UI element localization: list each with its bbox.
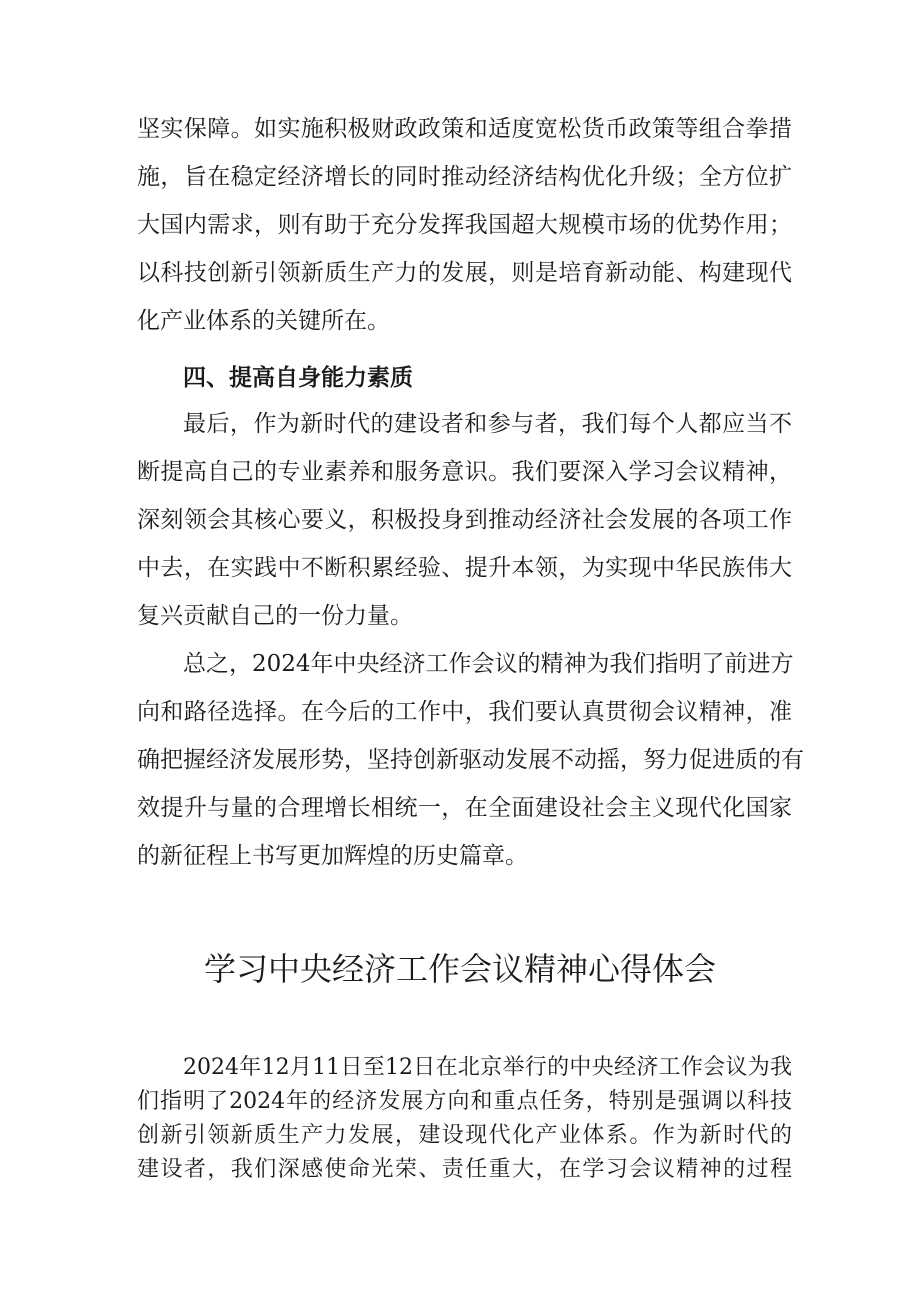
paragraph-final-section xyxy=(137,400,792,640)
paragraph-line: 复兴贡献自己的一份力量。 xyxy=(137,603,413,629)
section-heading: 四、提高自身能力素质 xyxy=(183,365,413,391)
paragraph-line: 创新引领新质生产力发展，建设现代化产业体系。作为新时代的 xyxy=(137,1123,792,1148)
article-title: 学习中央经济工作会议精神心得体会 xyxy=(203,950,716,988)
paragraph-line: 中去，在实践中不断积累经验、提升本领，为实现中华民族伟大 xyxy=(137,555,792,581)
paragraph-line: 向和路径选择。在今后的工作中，我们要认真贯彻会议精神，准 xyxy=(137,699,792,725)
paragraph-line: 们指明了2024年的经济发展方向和重点任务，特别是强调以科技 xyxy=(137,1089,792,1114)
paragraph-line: 最后，作为新时代的建设者和参与者，我们每个人都应当不 xyxy=(183,411,792,437)
paragraph-line: 断提高自己的专业素养和服务意识。我们要深入学习会议精神， xyxy=(137,459,792,485)
paragraph-line: 的新征程上书写更加辉煌的历史篇章。 xyxy=(137,843,528,869)
paragraph-line: 确把握经济发展形势，坚持创新驱动发展不动摇，努力促进质的有 xyxy=(137,747,804,773)
paragraph-line: 效提升与量的合理增长相统一，在全面建设社会主义现代化国家 xyxy=(137,795,792,821)
paragraph-conclusion xyxy=(137,640,804,880)
paragraph-line: 化产业体系的关键所在。 xyxy=(137,308,390,334)
paragraph-line: 总之，2024年中央经济工作会议的精神为我们指明了前进方 xyxy=(183,651,794,677)
article-intro-paragraph xyxy=(137,1051,792,1187)
paragraph-line: 坚实保障。如实施积极财政政策和适度宽松货币政策等组合拳措 xyxy=(137,116,792,142)
paragraph-line: 深刻领会其核心要义，积极投身到推动经济社会发展的各项工作 xyxy=(137,507,792,533)
paragraph-line: 2024年12月11日至12日在北京举行的中央经济工作会议为我 xyxy=(183,1055,792,1080)
paragraph-line: 建设者，我们深感使命光荣、责任重大，在学习会议精神的过程 xyxy=(137,1157,792,1182)
paragraph-line: 以科技创新引领新质生产力的发展，则是培育新动能、构建现代 xyxy=(137,260,792,286)
paragraph-line: 大国内需求，则有助于充分发挥我国超大规模市场的优势作用； xyxy=(137,212,792,238)
paragraph-line: 施，旨在稳定经济增长的同时推动经济结构优化升级；全方位扩 xyxy=(137,164,792,190)
continuation-paragraph xyxy=(137,105,792,345)
